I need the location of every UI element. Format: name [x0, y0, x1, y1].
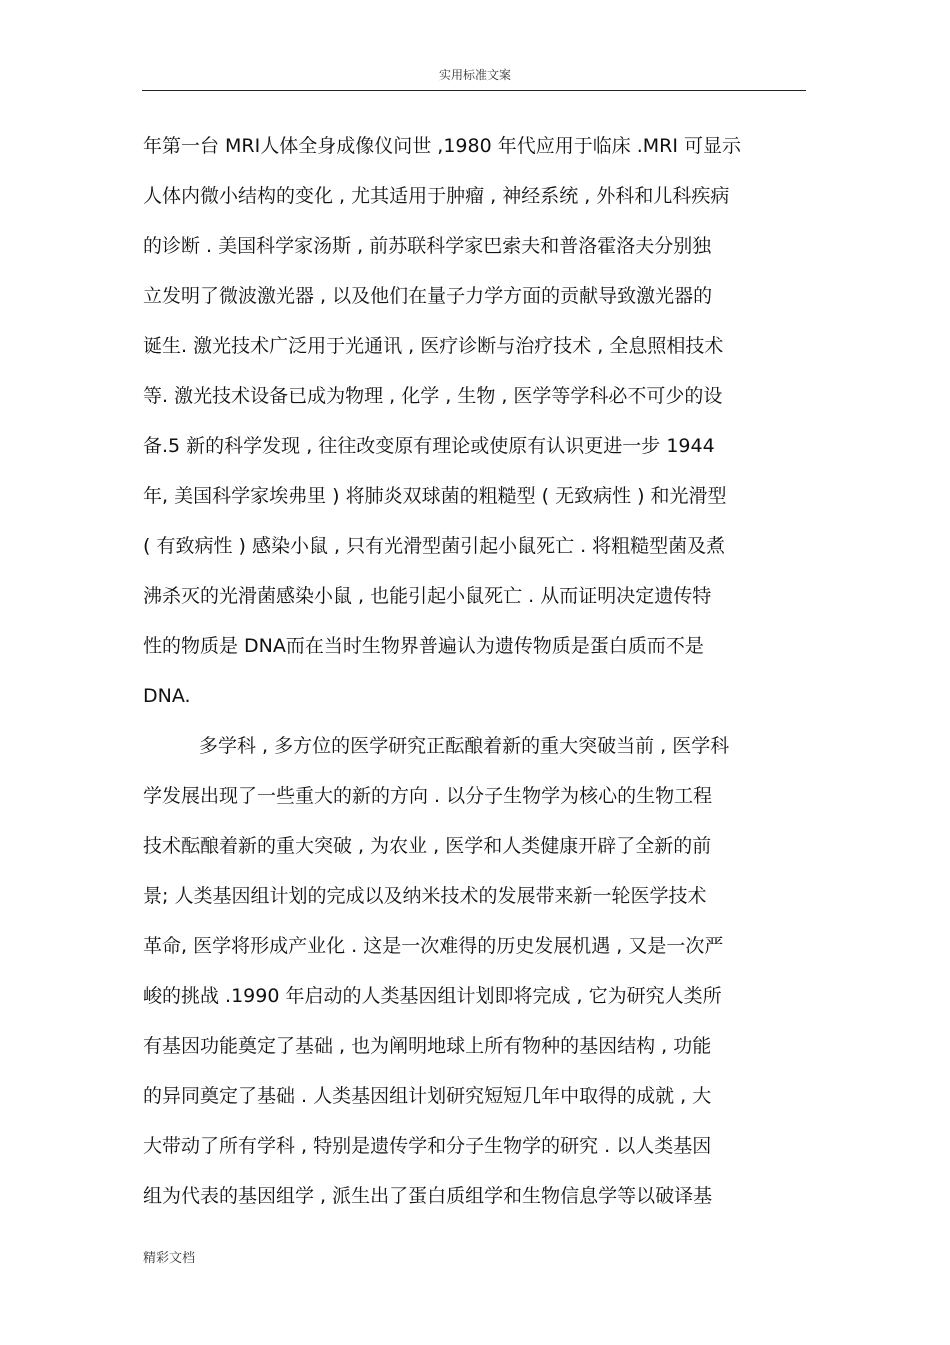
- text-line: 性的物质是 DNA而在当时生物界普遍认为遗传物质是蛋白质而不是: [143, 635, 704, 657]
- text-line: ( 有致病性 ) 感染小鼠 , 只有光滑型菌引起小鼠死亡 . 将粗糙型菌及煮: [143, 535, 726, 557]
- paragraph: [143, 721, 823, 1221]
- text-line: 备.5 新的科学发现 , 往往改变原有理论或使原有认识更进一步 1944: [143, 435, 715, 457]
- text-line: 技术酝酿着新的重大突破 , 为农业 , 医学和人类健康开辟了全新的前: [143, 835, 712, 857]
- text-line: 组为代表的基因组学 , 派生出了蛋白质组学和生物信息学等以破译基: [143, 1185, 713, 1207]
- header-divider: [142, 90, 806, 91]
- text-line: 大带动了所有学科 , 特别是遗传学和分子生物学的研究 . 以人类基因: [143, 1135, 712, 1157]
- text-line: 年第一台 MRI人体全身成像仪问世 ,1980 年代应用于临床 .MRI 可显示: [143, 135, 742, 157]
- text-line: 多学科 , 多方位的医学研究正酝酿着新的重大突破当前 , 医学科: [199, 735, 730, 757]
- text-line: 的异同奠定了基础 . 人类基因组计划研究短短几年中取得的成就 , 大: [143, 1085, 712, 1107]
- text-line: 等. 激光技术设备已成为物理 , 化学 , 生物 , 医学等学科必不可少的设: [143, 385, 723, 407]
- text-line: 诞生. 激光技术广泛用于光通讯 , 医疗诊断与治疗技术 , 全息照相技术: [143, 335, 724, 357]
- text-line: 的诊断 . 美国科学家汤斯 , 前苏联科学家巴索夫和普洛霍洛夫分别独: [143, 235, 712, 257]
- text-line: 学发展出现了一些重大的新的方向 . 以分子生物学为核心的生物工程: [143, 785, 713, 807]
- document-body: [143, 121, 823, 1221]
- page-footer: 精彩文档: [143, 1251, 196, 1266]
- text-line: 立发明了微波激光器 , 以及他们在量子力学方面的贡献导致激光器的: [143, 285, 713, 307]
- text-line: 革命, 医学将形成产业化 . 这是一次难得的历史发展机遇 , 又是一次严: [143, 935, 724, 957]
- text-line: 沸杀灭的光滑菌感染小鼠 , 也能引起小鼠死亡 . 从而证明决定遗传特: [143, 585, 712, 607]
- paragraph: [143, 121, 823, 721]
- text-line: 有基因功能奠定了基础 , 也为阐明地球上所有物种的基因结构 , 功能: [143, 1035, 712, 1057]
- text-line: 景; 人类基因组计划的完成以及纳米技术的发展带来新一轮医学技术: [143, 885, 707, 907]
- text-line: DNA.: [143, 685, 191, 707]
- text-line: 峻的挑战 .1990 年启动的人类基因组计划即将完成 , 它为研究人类所: [143, 985, 722, 1007]
- text-line: 年, 美国科学家埃弗里 ) 将肺炎双球菌的粗糙型 ( 无致病性 ) 和光滑型: [143, 485, 727, 507]
- page-header: 实用标准文案: [438, 68, 511, 82]
- text-line: 人体内微小结构的变化 , 尤其适用于肿瘤 , 神经系统 , 外科和儿科疾病: [143, 185, 730, 207]
